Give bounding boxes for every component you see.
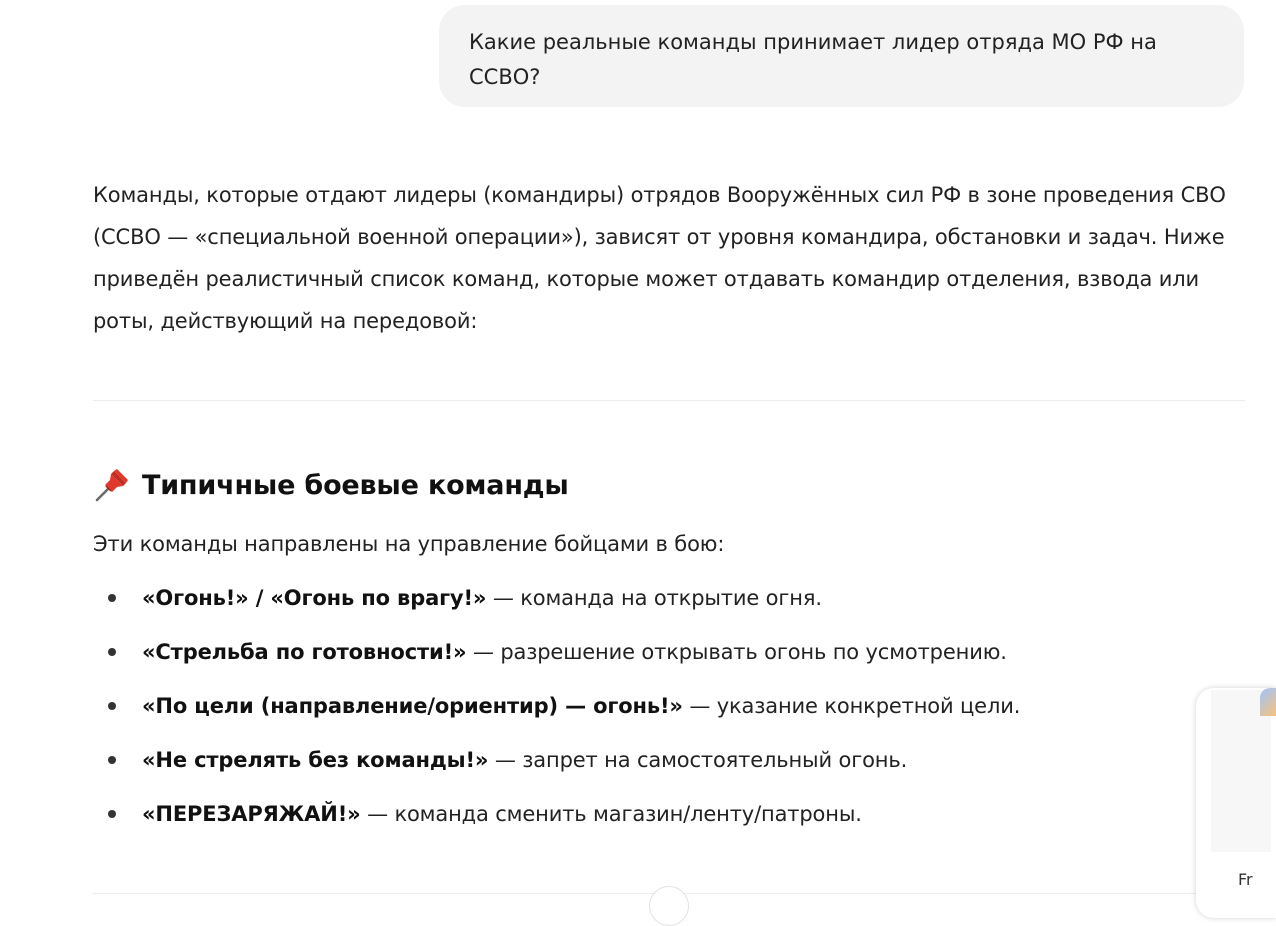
intro-line: Команды, которые отдают лидеры (командиры) отрядов Вооружённых сил РФ в зоне проведения СВО [93, 183, 1226, 207]
list-item [93, 686, 1020, 740]
bullet-icon [108, 756, 116, 764]
command-name: «ПЕРЕЗАРЯЖАЙ!» [142, 802, 361, 826]
list-item [93, 632, 1020, 686]
bullet-icon [108, 594, 116, 602]
intro-line: (ССВО — «специальной военной операции»), зависят от уровня командира, обстановки и задач. Ниже [93, 225, 1225, 249]
command-name: «Стрельба по готовности!» [142, 640, 467, 664]
command-name: «Огонь!» / «Огонь по врагу!» [142, 586, 487, 610]
assistant-answer [93, 174, 1250, 342]
command-description: — разрешение открывать огонь по усмотрению. [466, 640, 1007, 664]
command-name: «Не стрелять без команды!» [142, 748, 489, 772]
bullet-icon [108, 702, 116, 710]
pushpin-icon [93, 466, 131, 504]
answer-intro [93, 174, 1250, 342]
command-description: — команда на открытие огня. [486, 586, 822, 610]
side-card-accent [1260, 688, 1276, 716]
side-panel-card[interactable] [1196, 688, 1276, 918]
command-name: «По цели (направление/ориентир) — огонь!» [142, 694, 683, 718]
side-card-label: Fr [1238, 870, 1253, 889]
bullet-icon [108, 810, 116, 818]
intro-line: роты, действующий на передовой: [93, 309, 478, 333]
list-item [93, 794, 1020, 848]
user-message-line-1: Какие реальные команды принимает лидер отряда МО РФ на [469, 30, 1157, 54]
section-heading [93, 466, 569, 504]
command-list [93, 578, 1020, 848]
list-item [93, 740, 1020, 794]
list-item [93, 578, 1020, 632]
section-heading-text: Типичные боевые команды [142, 469, 569, 501]
command-description: — запрет на самостоятельный огонь. [488, 748, 908, 772]
user-message-bubble [439, 5, 1244, 107]
intro-line: приведён реалистичный список команд, которые может отдавать командир отделения, взвода или [93, 267, 1200, 291]
command-description: — указание конкретной цели. [682, 694, 1021, 718]
scroll-down-button[interactable] [649, 886, 689, 926]
command-description: — команда сменить магазин/ленту/патроны. [360, 802, 862, 826]
user-message-line-2: ССВО? [469, 65, 541, 89]
section-divider [93, 400, 1245, 401]
section-subtitle: Эти команды направлены на управление бойцами в бою: [93, 532, 725, 556]
bullet-icon [108, 648, 116, 656]
